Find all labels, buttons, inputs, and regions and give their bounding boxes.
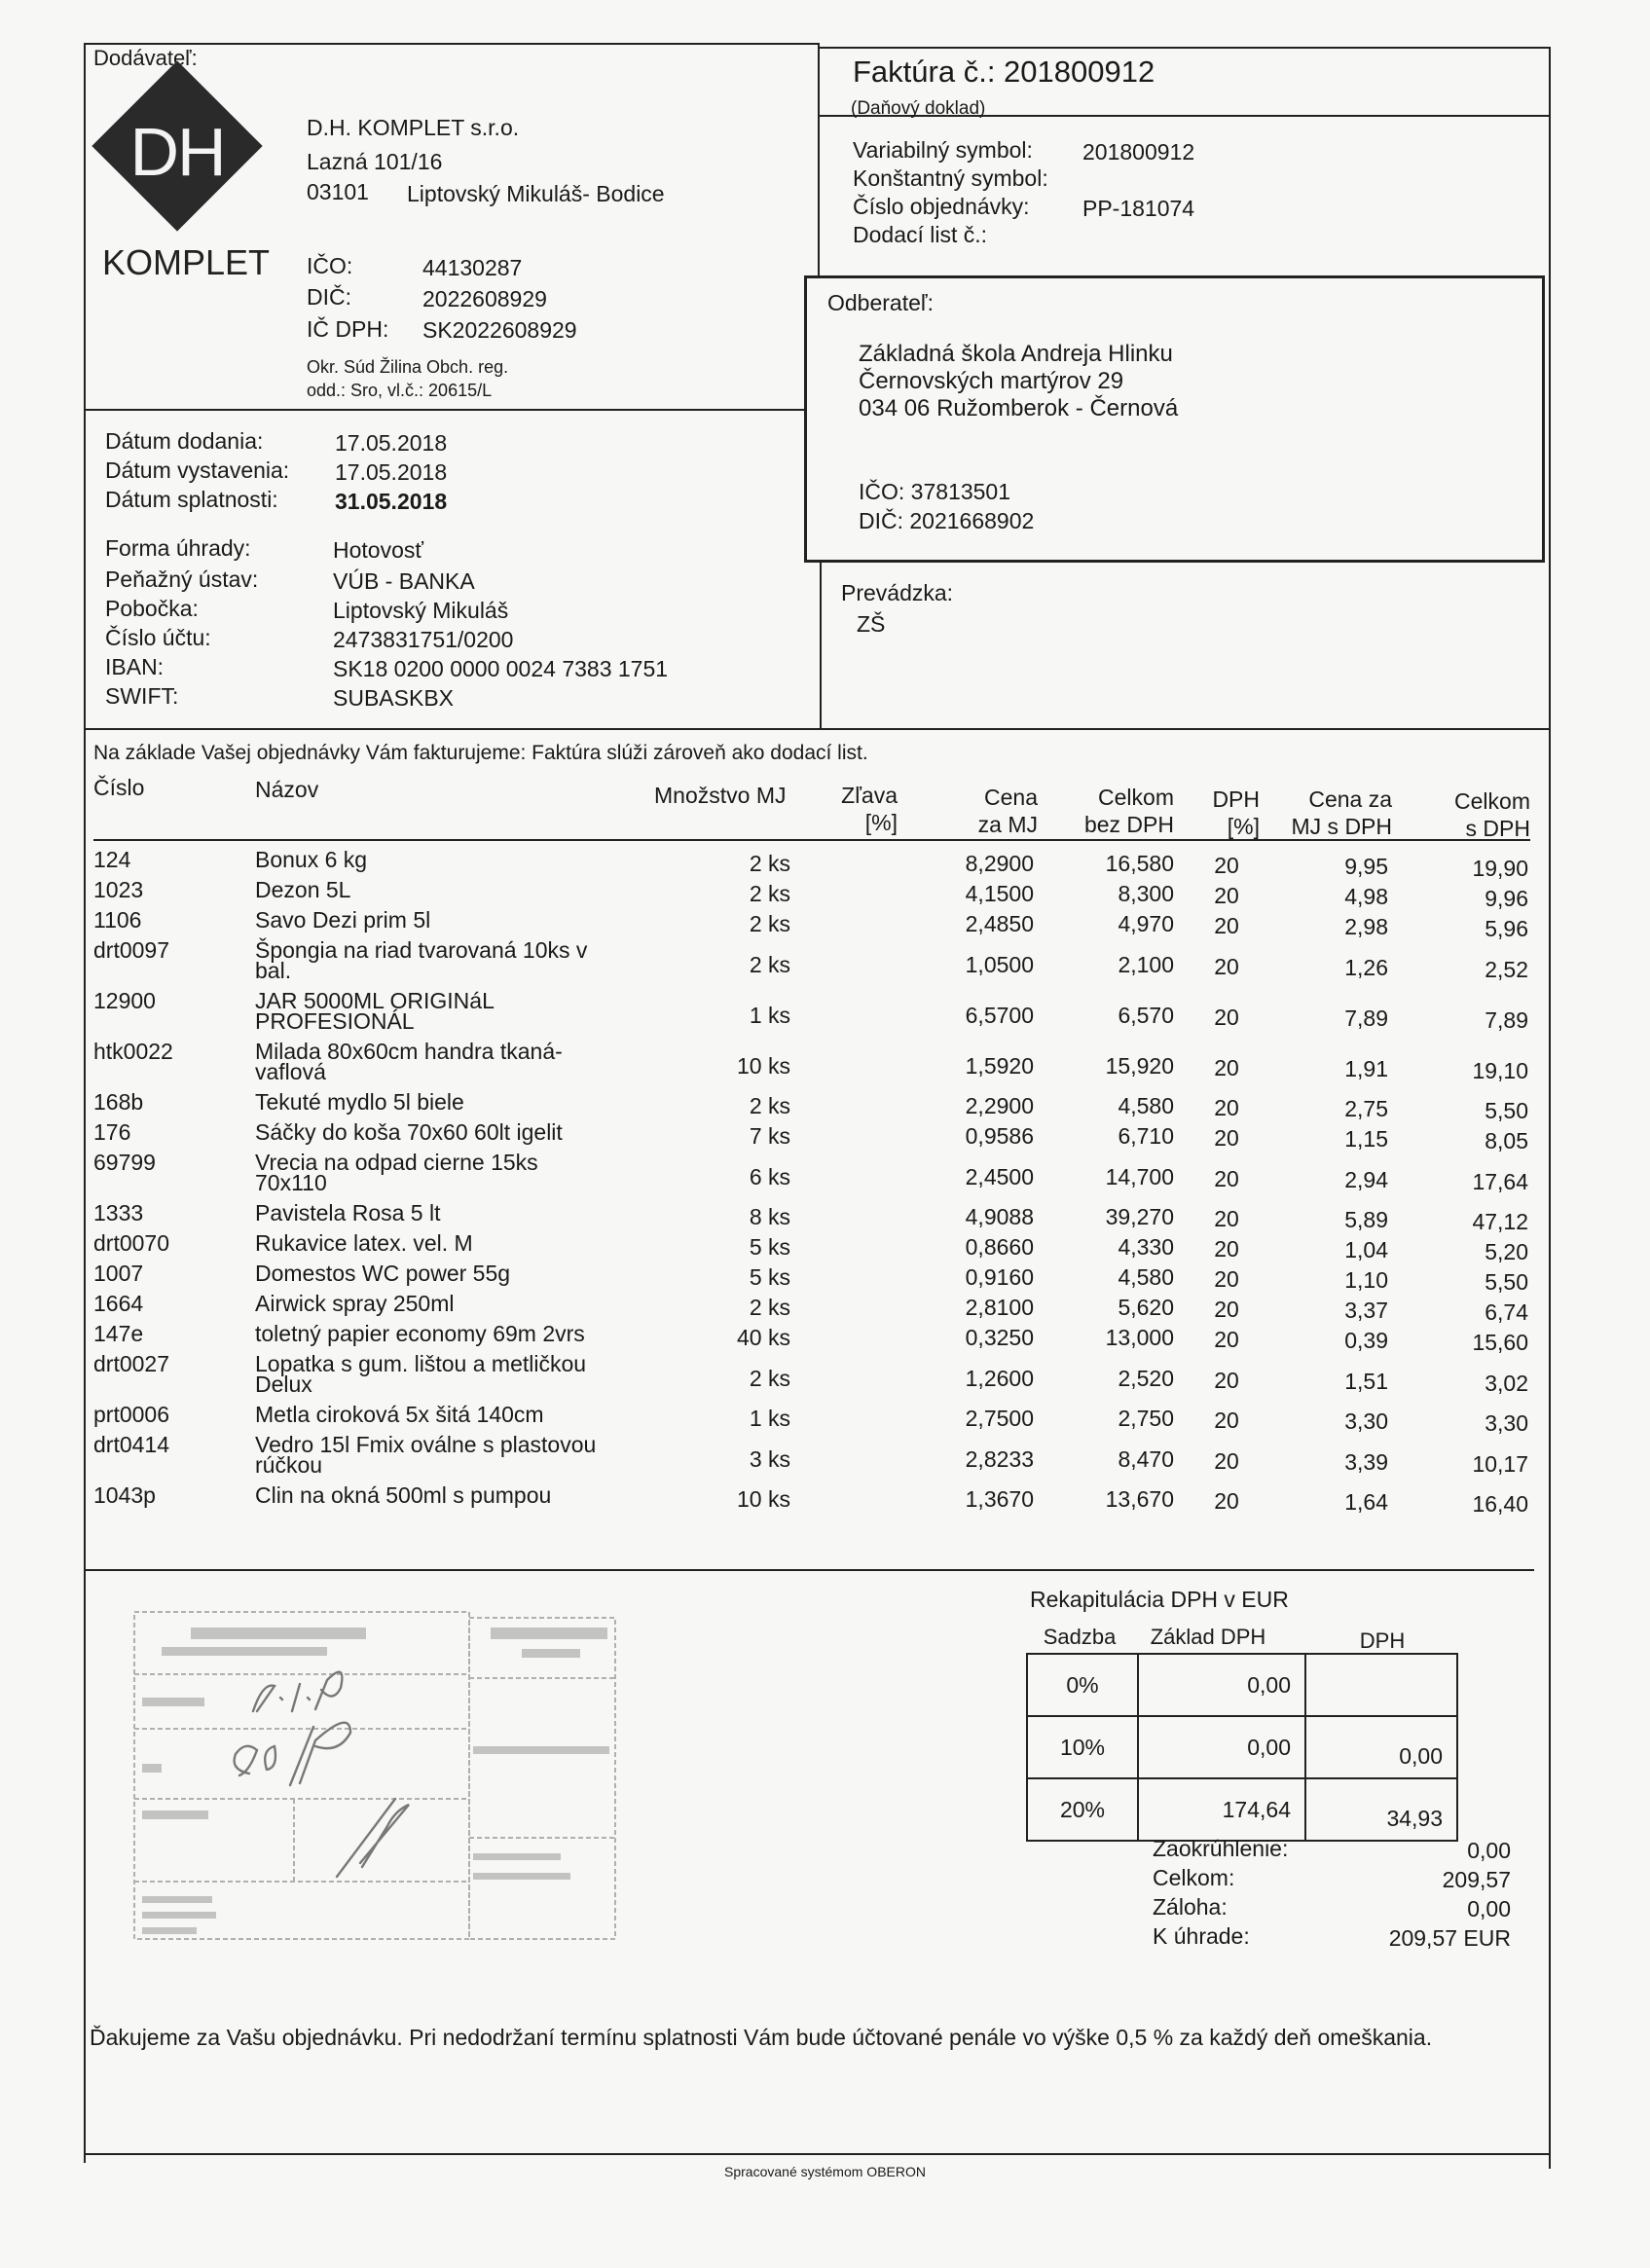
- cell-price: 2,8233: [965, 1445, 1034, 1472]
- order-number-label: Číslo objednávky:: [853, 194, 1030, 219]
- premises-left-line: [820, 563, 822, 728]
- cell-name-line: Metla ciroková 5x šitá 140cm: [255, 1402, 544, 1427]
- table-row: [0, 1321, 1650, 1355]
- cell-qty: 10 ks: [737, 1486, 790, 1512]
- cell-total: 16,580: [1105, 851, 1174, 876]
- cell-code: 69799: [93, 1150, 156, 1175]
- vat-rate: 0%: [1027, 1654, 1138, 1716]
- cell-name-line: Savo Dezi prim 5l: [255, 907, 431, 933]
- cell-price: 1,3670: [965, 1486, 1034, 1512]
- table-row: [0, 877, 1650, 911]
- cell-name-line: Domestos WC power 55g: [255, 1261, 511, 1286]
- cell-name: [255, 1261, 510, 1284]
- cell-price: 1,5920: [965, 1052, 1034, 1079]
- cell-code: 12900: [93, 988, 156, 1013]
- cell-total-vat: 19,90: [1472, 856, 1528, 881]
- cell-vat: 20: [1214, 1447, 1239, 1474]
- cell-price-vat: 1,04: [1344, 1237, 1388, 1262]
- cell-qty: 2 ks: [749, 911, 790, 936]
- cell-total: 14,700: [1105, 1163, 1174, 1189]
- customer-ico: IČO: 37813501: [859, 479, 1011, 504]
- logo-text-dh: DH: [129, 114, 225, 190]
- cell-code: drt0414: [93, 1432, 170, 1457]
- cell-price-vat: 4,98: [1344, 884, 1388, 909]
- table-row: [0, 1402, 1650, 1436]
- cell-name-line: Clin na okná 500ml s pumpou: [255, 1482, 552, 1508]
- cell-name-line: PROFESIONÁL: [255, 1008, 415, 1034]
- cell-name: [255, 1321, 585, 1344]
- cell-total-vat: 5,50: [1485, 1269, 1528, 1295]
- cell-price: 0,9160: [965, 1264, 1034, 1290]
- supplier-icdph: SK2022608929: [422, 317, 577, 343]
- cell-name-line: Vedro 15l Fmix oválne s plastovou: [255, 1432, 597, 1457]
- payment-label: IBAN:: [105, 654, 165, 679]
- bottom-border: [84, 2153, 1550, 2155]
- cell-vat: 20: [1214, 1004, 1239, 1030]
- vat-amount: 34,93: [1305, 1778, 1457, 1841]
- cell-vat: 20: [1214, 1054, 1239, 1080]
- header-vat-1: DPH: [1212, 786, 1260, 812]
- cell-name: [255, 1150, 538, 1193]
- supplier-register-2: odd.: Sro, vl.č.: 20615/L: [307, 381, 493, 400]
- table-row: [0, 937, 1650, 988]
- vat-base: 0,00: [1138, 1654, 1305, 1716]
- cell-vat: 20: [1214, 913, 1239, 938]
- date-value: 17.05.2018: [335, 459, 448, 485]
- cell-price-vat: 2,94: [1344, 1166, 1388, 1192]
- header-discount-2: [%]: [864, 810, 898, 835]
- vat-header-rate: Sadzba: [1043, 1625, 1117, 1649]
- cell-qty: 2 ks: [749, 951, 790, 977]
- supplier-zip: 03101: [307, 179, 369, 204]
- cell-price-vat: 1,91: [1344, 1055, 1388, 1081]
- cell-qty: 2 ks: [749, 851, 790, 876]
- payment-value: Hotovosť: [333, 537, 423, 563]
- cell-name: [255, 907, 430, 931]
- cell-qty: 5 ks: [749, 1264, 790, 1290]
- cell-name-line: Lopatka s gum. lištou a metličkou: [255, 1351, 587, 1376]
- cell-code: drt0070: [93, 1230, 170, 1256]
- premises-label: Prevádzka:: [841, 580, 954, 605]
- cell-total-vat: 19,10: [1472, 1057, 1528, 1083]
- total-label: K úhrade:: [1153, 1923, 1250, 1949]
- supplier-icdph-label: IČ DPH:: [307, 316, 389, 342]
- cell-price: 2,4500: [965, 1163, 1034, 1189]
- cell-total-vat: 7,89: [1485, 1006, 1528, 1033]
- cell-name-line: JAR 5000ML ORIGINáL: [255, 988, 495, 1013]
- cell-qty: 2 ks: [749, 881, 790, 906]
- cell-code: 168b: [93, 1089, 144, 1115]
- payment-value: 2473831751/0200: [333, 627, 514, 652]
- payment-label: SWIFT:: [105, 683, 179, 709]
- cell-price-vat: 1,15: [1344, 1126, 1388, 1152]
- table-row: [0, 1200, 1650, 1234]
- customer-label: Odberateľ:: [827, 290, 934, 315]
- table-row: [0, 1039, 1650, 1089]
- cell-name: [255, 1402, 544, 1425]
- total-value: 0,00: [1467, 1896, 1511, 1921]
- cell-total: 4,580: [1118, 1264, 1174, 1290]
- cell-code: prt0006: [93, 1402, 170, 1427]
- vat-summary-row: [1027, 1778, 1457, 1841]
- cell-price: 4,9088: [965, 1204, 1034, 1229]
- delivery-note-label: Dodací list č.:: [853, 222, 988, 247]
- cell-vat: 20: [1214, 1095, 1239, 1120]
- cell-name-line: Sáčky do koša 70x60 60lt igelit: [255, 1119, 563, 1145]
- cell-name-line: Pavistela Rosa 5 lt: [255, 1200, 441, 1225]
- header-divider: [818, 43, 820, 276]
- cell-total-vat: 5,96: [1485, 916, 1528, 941]
- header-total-2: bez DPH: [1083, 812, 1174, 837]
- supplier-register-1: Okr. Súd Žilina Obch. reg.: [307, 357, 509, 377]
- cell-name: [255, 1039, 563, 1082]
- cell-total-vat: 5,20: [1485, 1239, 1528, 1264]
- vat-amount: [1305, 1654, 1457, 1716]
- table-row: [0, 1150, 1650, 1200]
- table-row: [0, 1089, 1650, 1123]
- cell-name: [255, 847, 367, 870]
- cell-name-line: Tekuté mydlo 5l biele: [255, 1089, 464, 1115]
- cell-code: 1664: [93, 1291, 144, 1316]
- header-totalvat-1: Celkom: [1454, 788, 1530, 814]
- cell-name-line: Bonux 6 kg: [255, 847, 368, 872]
- cell-code: 1007: [93, 1261, 144, 1286]
- total-value: 209,57: [1442, 1867, 1511, 1892]
- payment-value: SK18 0200 0000 0024 7383 1751: [333, 656, 669, 681]
- cell-vat: 20: [1214, 883, 1239, 908]
- cell-vat: 20: [1214, 1125, 1239, 1151]
- cell-price: 2,8100: [965, 1295, 1034, 1320]
- cell-code: drt0097: [93, 937, 170, 963]
- table-row: [0, 1351, 1650, 1402]
- cell-vat: 20: [1214, 853, 1239, 878]
- cell-name-line: vaflová: [255, 1059, 326, 1084]
- cell-total-vat: 47,12: [1472, 1209, 1528, 1234]
- cell-qty: 7 ks: [749, 1123, 790, 1149]
- payment-label: Číslo účtu:: [105, 625, 211, 650]
- cell-price: 0,3250: [965, 1325, 1034, 1350]
- cell-total-vat: 3,30: [1485, 1410, 1528, 1436]
- cell-qty: 6 ks: [749, 1163, 790, 1189]
- intro-text: Na základe Vašej objednávky Vám fakturujeme: Faktúra slúži zároveň ako dodací list.: [93, 742, 868, 764]
- header-code: Číslo: [93, 775, 145, 800]
- table-row: [0, 907, 1650, 941]
- cell-name-line: Vrecia na odpad cierne 15ks: [255, 1150, 538, 1175]
- cell-name-line: Delux: [255, 1372, 312, 1397]
- cell-vat: 20: [1214, 1408, 1239, 1433]
- date-label: Dátum dodania:: [105, 428, 264, 454]
- supplier-city: Liptovský Mikuláš- Bodice: [407, 181, 665, 206]
- cell-price-vat: 3,37: [1344, 1298, 1388, 1323]
- cell-name: [255, 1089, 464, 1113]
- handwritten-signature: [235, 1672, 409, 1877]
- vat-summary-row: [1027, 1716, 1457, 1778]
- customer-name: Základná škola Andreja Hlinku: [859, 341, 1173, 367]
- supplier-name: D.H. KOMPLET s.r.o.: [307, 115, 520, 140]
- cell-name: [255, 1482, 551, 1506]
- payment-label: Pobočka:: [105, 596, 199, 621]
- cell-total: 2,750: [1118, 1406, 1174, 1431]
- cell-total: 4,580: [1118, 1093, 1174, 1118]
- cell-code: 1043p: [93, 1482, 156, 1508]
- vat-base: 0,00: [1138, 1716, 1305, 1778]
- cell-vat: 20: [1214, 1297, 1239, 1322]
- cell-price: 8,2900: [965, 851, 1034, 876]
- top-border-right: [820, 47, 1550, 49]
- cell-total: 6,570: [1118, 1002, 1174, 1028]
- date-label: Dátum vystavenia:: [105, 457, 290, 483]
- payment-value: SUBASKBX: [333, 685, 454, 711]
- cell-code: drt0027: [93, 1351, 170, 1376]
- cell-price-vat: 1,64: [1344, 1489, 1388, 1515]
- payment-value: Liptovský Mikuláš: [333, 598, 509, 623]
- cell-qty: 5 ks: [749, 1234, 790, 1260]
- cell-price-vat: 3,39: [1344, 1448, 1388, 1475]
- supplier-dic: 2022608929: [422, 286, 547, 311]
- cell-total: 4,330: [1118, 1234, 1174, 1260]
- cell-qty: 8 ks: [749, 1204, 790, 1229]
- vat-amount: 0,00: [1305, 1716, 1457, 1778]
- cell-qty: 2 ks: [749, 1295, 790, 1320]
- cell-name: [255, 1119, 563, 1143]
- supplier-ico-label: IČO:: [307, 253, 353, 278]
- cell-code: 1333: [93, 1200, 144, 1225]
- cell-price: 6,5700: [965, 1002, 1034, 1028]
- cell-total: 13,000: [1105, 1325, 1174, 1350]
- supplier-bottom-line: [84, 409, 806, 411]
- cell-total-vat: 10,17: [1472, 1450, 1528, 1477]
- cell-total-vat: 9,96: [1485, 886, 1528, 911]
- cell-price-vat: 9,95: [1344, 854, 1388, 879]
- cell-code: htk0022: [93, 1039, 173, 1064]
- cell-name: [255, 988, 495, 1032]
- table-row: [0, 1482, 1650, 1517]
- total-value: 0,00: [1467, 1838, 1511, 1863]
- cell-price-vat: 7,89: [1344, 1005, 1388, 1031]
- cell-name: [255, 1351, 586, 1395]
- cell-price-vat: 2,75: [1344, 1096, 1388, 1121]
- table-row: [0, 1291, 1650, 1325]
- vat-header-vat: DPH: [1359, 1628, 1406, 1653]
- cell-total-vat: 17,64: [1472, 1168, 1528, 1194]
- cell-code: 124: [93, 847, 131, 872]
- cell-price-vat: 1,10: [1344, 1267, 1388, 1293]
- cell-qty: 10 ks: [737, 1052, 790, 1079]
- cell-name: [255, 1432, 596, 1476]
- invoice-subtitle: (Daňový doklad): [851, 98, 986, 119]
- invoice-title: Faktúra č.: 201800912: [853, 55, 1155, 89]
- cell-name-line: bal.: [255, 958, 292, 983]
- cell-total-vat: 15,60: [1472, 1330, 1528, 1355]
- footer-text: Spracované systémom OBERON: [724, 2164, 926, 2179]
- cell-name: [255, 1200, 440, 1224]
- table-row: [0, 988, 1650, 1039]
- variable-symbol-label: Variabilný symbol:: [853, 137, 1033, 163]
- cell-total: 8,300: [1118, 881, 1174, 906]
- cell-name-line: Rukavice latex. vel. M: [255, 1230, 473, 1256]
- cell-vat: 20: [1214, 1367, 1239, 1393]
- cell-total: 2,100: [1118, 951, 1174, 977]
- date-label: Dátum splatnosti:: [105, 487, 278, 512]
- cell-vat: 20: [1214, 1165, 1239, 1191]
- cell-total-vat: 5,50: [1485, 1098, 1528, 1123]
- variable-symbol: 201800912: [1082, 139, 1195, 165]
- cell-total: 6,710: [1118, 1123, 1174, 1149]
- cell-name-line: rúčkou: [255, 1452, 323, 1478]
- payment-value: VÚB - BANKA: [333, 568, 475, 594]
- cell-code: 176: [93, 1119, 131, 1145]
- cell-price: 4,1500: [965, 881, 1034, 906]
- date-value: 17.05.2018: [335, 430, 448, 456]
- cell-total: 15,920: [1105, 1052, 1174, 1079]
- cell-qty: 3 ks: [749, 1445, 790, 1472]
- header-vat-2: [%]: [1227, 814, 1260, 839]
- vat-header-base: Základ DPH: [1150, 1625, 1266, 1649]
- date-value: 31.05.2018: [335, 489, 448, 514]
- customer-city: 034 06 Ružomberok - Černová: [859, 395, 1179, 421]
- cell-price-vat: 1,51: [1344, 1368, 1388, 1394]
- supplier-street: Lazná 101/16: [307, 149, 443, 174]
- cell-name-line: Airwick spray 250ml: [255, 1291, 455, 1316]
- cell-price-vat: 0,39: [1344, 1328, 1388, 1353]
- cell-vat: 20: [1214, 1327, 1239, 1352]
- cell-name-line: Milada 80x60cm handra tkaná-: [255, 1039, 563, 1064]
- supplier-label: Dodávateľ:: [93, 46, 198, 70]
- cell-price: 0,9586: [965, 1123, 1034, 1149]
- header-total-1: Celkom: [1098, 785, 1174, 810]
- cell-total-vat: 6,74: [1485, 1299, 1528, 1325]
- cell-total-vat: 16,40: [1472, 1491, 1528, 1517]
- header-price-1: Cena: [984, 785, 1038, 810]
- cell-name-line: toletný papier economy 69m 2vrs: [255, 1321, 585, 1346]
- cell-qty: 2 ks: [749, 1093, 790, 1118]
- total-label: Zaokrúhlenie:: [1153, 1836, 1289, 1861]
- cell-price-vat: 3,30: [1344, 1408, 1388, 1434]
- info-bottom-line: [84, 728, 1550, 730]
- vat-base: 174,64: [1138, 1778, 1305, 1841]
- cell-total-vat: 2,52: [1485, 956, 1528, 982]
- premises-value: ZŠ: [857, 611, 886, 637]
- table-row: [0, 1261, 1650, 1295]
- table-row: [0, 1432, 1650, 1482]
- cell-price: 0,8660: [965, 1234, 1034, 1260]
- cell-total-vat: 3,02: [1485, 1370, 1528, 1396]
- cell-price: 1,2600: [965, 1365, 1034, 1391]
- cell-price-vat: 2,98: [1344, 914, 1388, 939]
- cell-code: 1106: [93, 907, 142, 933]
- cell-total: 39,270: [1105, 1204, 1174, 1229]
- table-row: [0, 847, 1650, 881]
- header-totalvat-2: s DPH: [1465, 816, 1530, 841]
- cell-vat: 20: [1214, 953, 1239, 979]
- order-number: PP-181074: [1082, 196, 1195, 221]
- cell-name: [255, 877, 350, 900]
- vat-summary-title: Rekapitulácia DPH v EUR: [1030, 1587, 1289, 1612]
- cell-total: 4,970: [1118, 911, 1174, 936]
- header-price-2: za MJ: [977, 812, 1038, 837]
- cell-price-vat: 5,89: [1344, 1207, 1388, 1232]
- cell-total: 8,470: [1118, 1445, 1174, 1472]
- cell-vat: 20: [1214, 1266, 1239, 1292]
- total-value: 209,57 EUR: [1388, 1925, 1511, 1951]
- cell-price: 2,4850: [965, 911, 1034, 936]
- cell-vat: 20: [1214, 1488, 1239, 1514]
- cell-total-vat: 8,05: [1485, 1128, 1528, 1153]
- cell-name-line: Dezon 5L: [255, 877, 351, 902]
- cell-name: [255, 1291, 455, 1314]
- header-pricevat-2: MJ s DPH: [1291, 814, 1392, 839]
- header-pricevat-1: Cena za: [1308, 786, 1392, 812]
- thanks-text: Ďakujeme za Vašu objednávku. Pri nedodržaní termínu splatnosti Vám bude účtované penále vo výške 0,5 % za každý deň omeškania.: [90, 2025, 1433, 2050]
- header-name: Názov: [255, 777, 319, 802]
- customer-dic: DIČ: 2021668902: [859, 508, 1035, 533]
- cell-name-line: Špongia na riad tvarovaná 10ks v: [255, 937, 588, 963]
- cell-total: 5,620: [1118, 1295, 1174, 1320]
- customer-street: Černovských martýrov 29: [859, 368, 1124, 394]
- supplier-ico: 44130287: [422, 255, 523, 280]
- table-row: [0, 1230, 1650, 1264]
- cell-vat: 20: [1214, 1236, 1239, 1262]
- table-row: [0, 1119, 1650, 1153]
- cell-name: [255, 937, 587, 981]
- total-label: Záloha:: [1153, 1894, 1228, 1920]
- logo-text-komplet: KOMPLET: [102, 242, 271, 282]
- cell-price: 2,2900: [965, 1093, 1034, 1118]
- received-stamp: [132, 1604, 695, 1943]
- cell-name: [255, 1230, 473, 1254]
- constant-symbol-label: Konštantný symbol:: [853, 165, 1048, 191]
- cell-qty: 2 ks: [749, 1365, 790, 1391]
- cell-qty: 1 ks: [749, 1406, 790, 1431]
- cell-price-vat: 1,26: [1344, 954, 1388, 980]
- cell-qty: 40 ks: [737, 1325, 790, 1350]
- cell-qty: 1 ks: [749, 1002, 790, 1028]
- cell-code: 1023: [93, 877, 144, 902]
- cell-code: 147e: [93, 1321, 144, 1346]
- cell-price: 2,7500: [965, 1406, 1034, 1431]
- payment-label: Forma úhrady:: [105, 535, 251, 561]
- vat-summary-table: [1026, 1653, 1458, 1842]
- cell-total: 2,520: [1118, 1365, 1174, 1391]
- cell-price: 1,0500: [965, 951, 1034, 977]
- vat-summary-row: [1027, 1654, 1457, 1716]
- cell-total: 13,670: [1105, 1486, 1174, 1512]
- vat-rate: 20%: [1027, 1778, 1138, 1841]
- header-qty: Množstvo MJ: [654, 783, 787, 808]
- vat-rate: 10%: [1027, 1716, 1138, 1778]
- cell-name-line: 70x110: [255, 1170, 327, 1195]
- supplier-dic-label: DIČ:: [307, 284, 351, 310]
- cell-vat: 20: [1214, 1206, 1239, 1231]
- payment-label: Peňažný ústav:: [105, 567, 259, 592]
- header-discount-1: Zľava: [841, 783, 898, 808]
- total-label: Celkom:: [1153, 1865, 1235, 1890]
- table-bottom-line: [84, 1569, 1534, 1571]
